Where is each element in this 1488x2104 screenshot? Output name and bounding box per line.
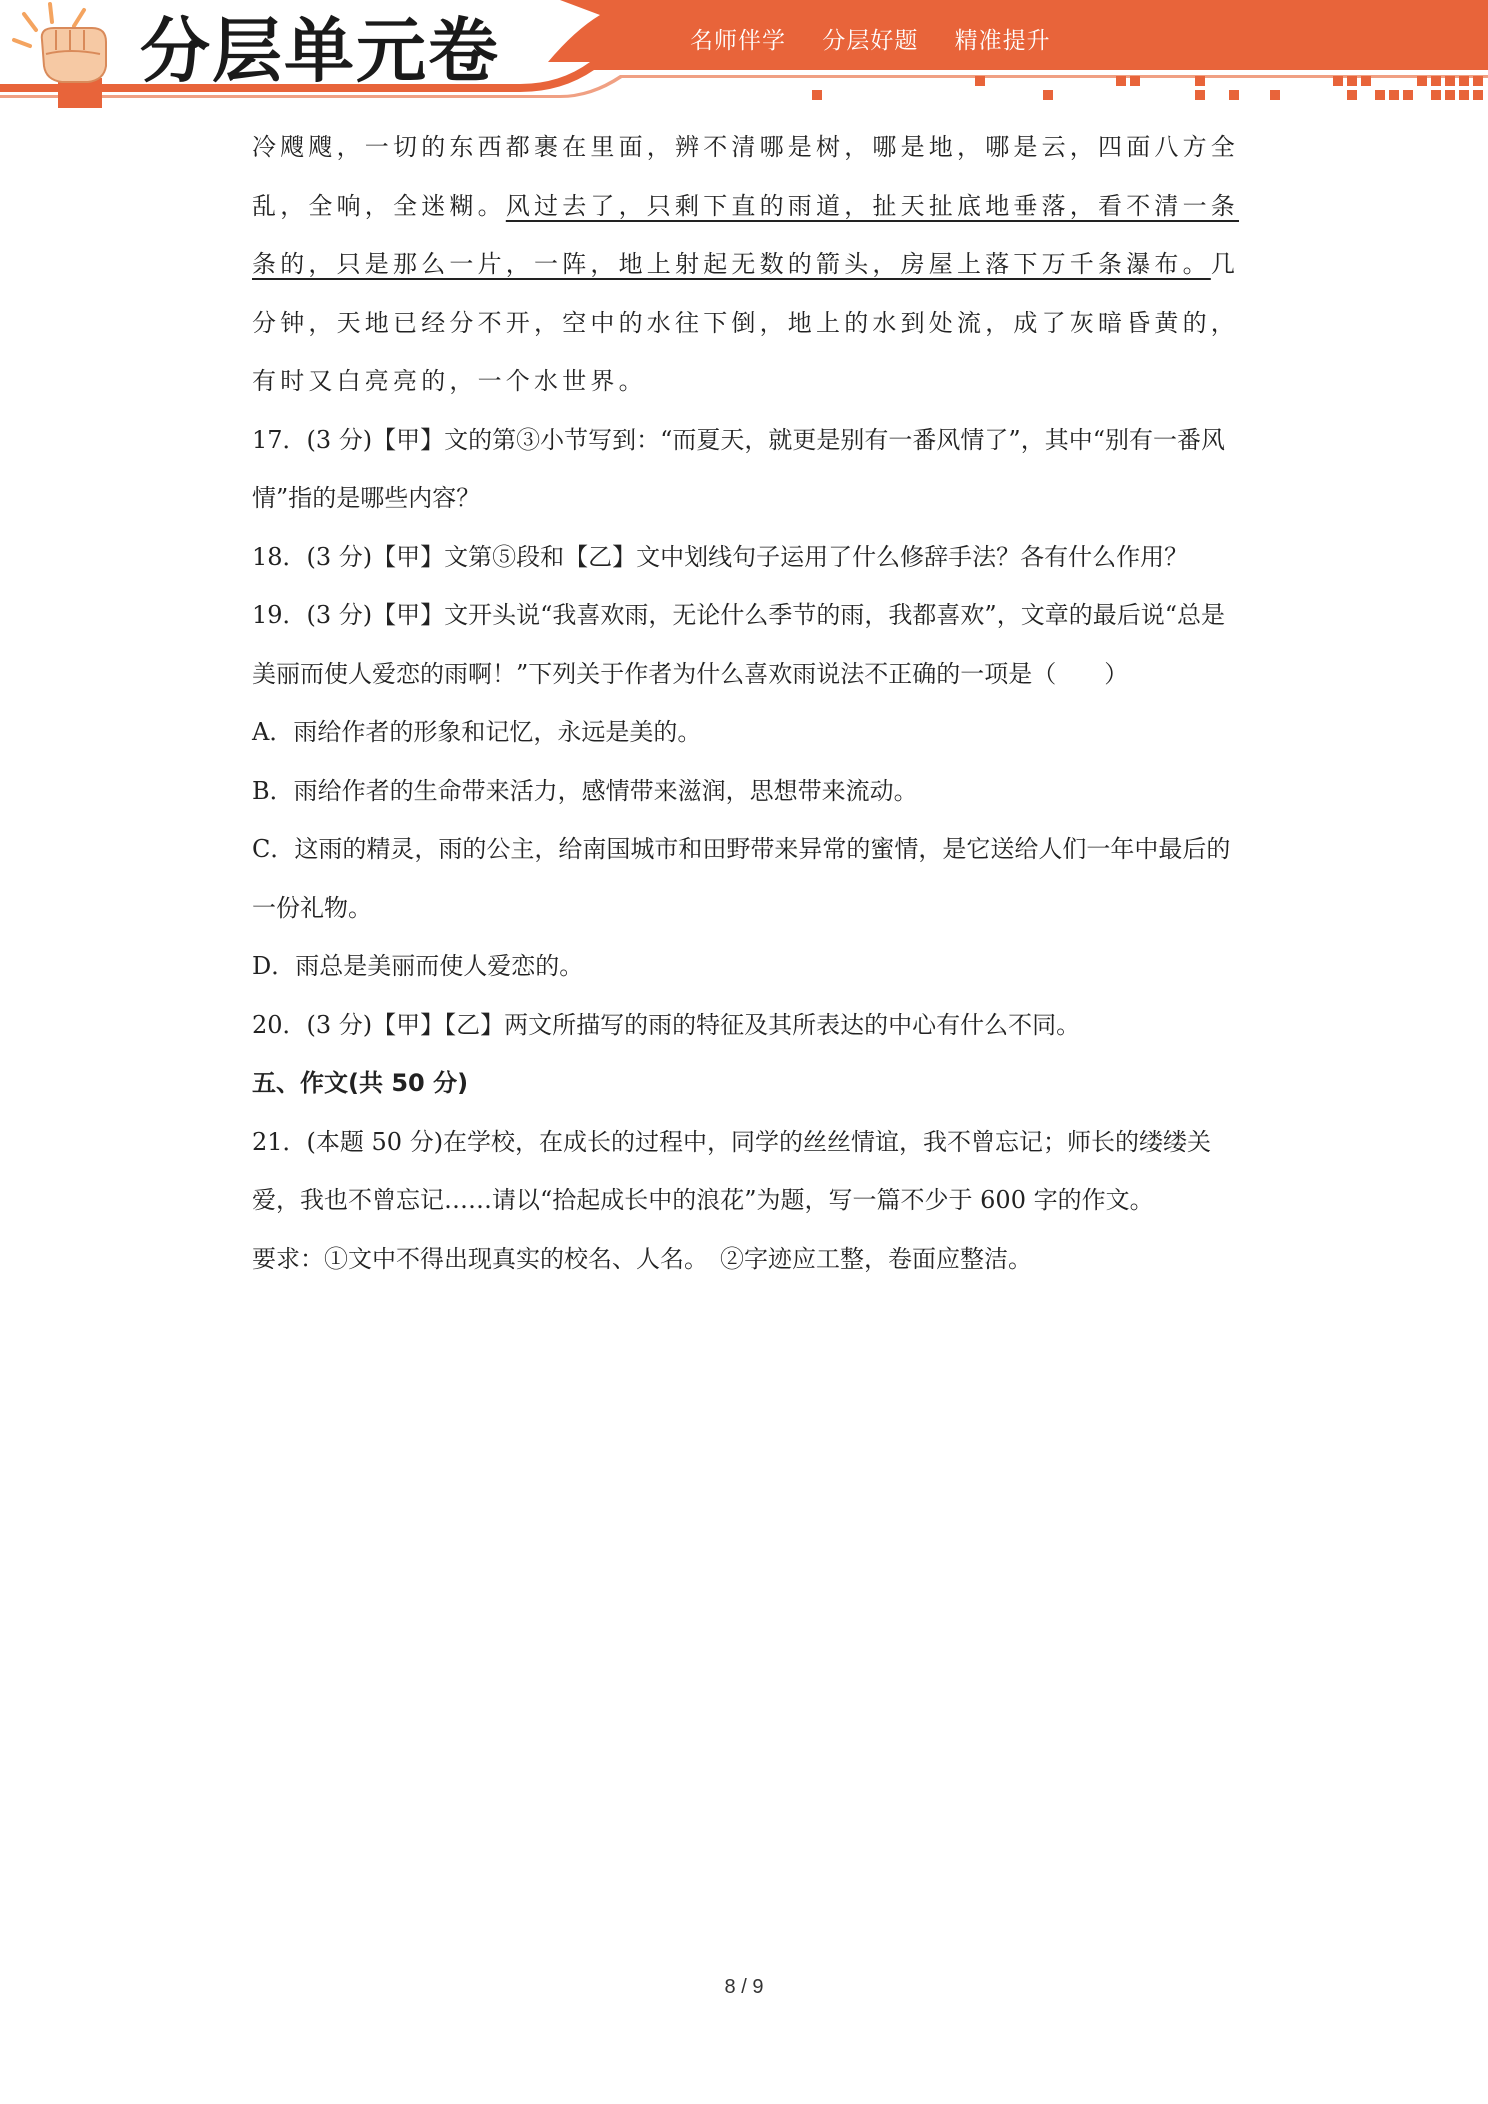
section-heading: 五、作文(共 50 分) [252,1069,469,1097]
question-18: 18．(3 分)【甲】文第⑤段和【乙】文中划线句子运用了什么修辞手法？各有什么作用？ [252,542,1189,571]
question-17: 17．(3 分)【甲】文的第③小节写到：“而夏天，就更是别有一番风情了”，其中“别有一番风情”指的是哪些内容？ [252,425,1225,512]
document-body [252,118,1240,1288]
slogan [690,22,1079,55]
brand-title: 分层单元卷 [140,10,500,92]
option-a: A．雨给作者的形象和记忆，永远是美的。 [252,718,702,746]
fist-icon [0,0,130,110]
option-d: D．雨总是美丽而使人爱恋的。 [252,952,584,980]
slogan-item: 名师伴学 [690,28,786,54]
passage-text: 冷飕飕，一切的东西都裹在里面，辨不清哪是树，哪是地，哪是云，四面八方全乱，全响，全迷糊。 [252,133,1239,220]
question-21-requirements: 要求：①文中不得出现真实的校名、人名。 ②字迹应工整，卷面应整洁。 [252,1244,1032,1273]
slogan-item: 精准提升 [954,28,1051,54]
underlined-sentence: 风过去了，只剩下直的雨道，扯天扯底地垂落，看不清一条条的，只是那么一片，一阵，地上射起无数的箭头，房屋上落下万千条瀑布。 [252,191,1240,278]
option-c: C．这雨的精灵，雨的公主，给南国城市和田野带来异常的蜜情，是它送给人们一年中最后的一份礼物。 [252,835,1231,922]
slogan-item: 分层好题 [822,28,919,54]
page-number: 8 / 9 [724,1976,764,1998]
header-banner [0,0,1488,110]
question-20: 20．(3 分)【甲】【乙】两文所描写的雨的特征及其所表达的中心有什么不同。 [252,1010,1081,1039]
question-21: 21．(本题 50 分)在学校，在成长的过程中，同学的丝丝情谊，我不曾忘记；师长的缕缕关爱，我也不曾忘记……请以“拾起成长中的浪花”为题，写一篇不少于 600 字的作文。 [252,1127,1212,1214]
passage-text: 几分钟，天地已经分不开，空中的水往下倒，地上的水到处流，成了灰暗昏黄的，有时又白亮亮的，一个水世界。 [252,250,1240,395]
question-19: 19．(3 分)【甲】文开头说“我喜欢雨，无论什么季节的雨，我都喜欢”，文章的最后说“总是美丽而使人爱恋的雨啊！”下列关于作者为什么喜欢雨说法不正确的一项是（ ） [252,601,1225,688]
option-b: B．雨给作者的生命带来活力，感情带来滋润，思想带来流动。 [252,776,918,805]
reading-passage [252,118,1240,411]
